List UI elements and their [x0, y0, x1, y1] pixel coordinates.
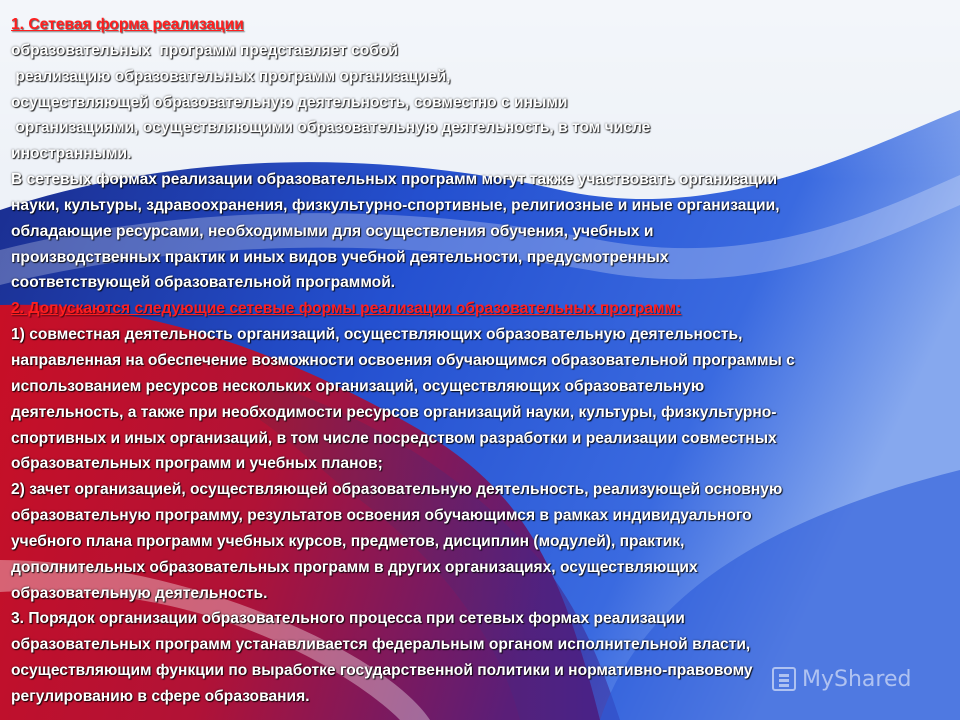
list-item-credit [11, 477, 951, 606]
text-line: дополнительных образовательных программ в других организациях, осуществляющих [11, 558, 698, 576]
text-line: осуществляющим функции по выработке государственной политики и нормативно-правовому [11, 662, 753, 680]
text-line: осуществляющей образовательную деятельность, совместно с иными [11, 93, 568, 111]
myshared-watermark [772, 664, 911, 694]
slide-text [11, 12, 951, 710]
paragraph-definition [11, 38, 951, 167]
text-line: спортивных и иных организаций, в том числе посредством разработки и реализации совместных [11, 429, 777, 447]
list-item-joint-activity [11, 322, 951, 477]
text-line: 1) совместная деятельность организаций, осуществляющих образовательную деятельность, [11, 326, 743, 344]
paragraph-participants [11, 167, 951, 296]
text-line: науки, культуры, здравоохранения, физкультурно-спортивные, религиозные и иные организации, [11, 196, 780, 214]
text-line: 2) зачет организацией, осуществляющей образовательную деятельность, реализующей основную [11, 481, 783, 499]
text-line: образовательную деятельность. [11, 584, 268, 602]
text-line: иностранными. [11, 145, 132, 163]
list-item-procedure [11, 606, 951, 709]
text-line: использованием ресурсов нескольких организаций, осуществляющих образовательную [11, 377, 705, 395]
text-line: деятельность, а также при необходимости ресурсов организаций науки, культуры, физкультурно- [11, 403, 777, 421]
text-line: производственных практик и иных видов учебной деятельности, предусмотренных [11, 248, 669, 266]
text-line: 3. Порядок организации образовательного процесса при сетевых формах реализации [11, 610, 685, 628]
presentation-icon [772, 667, 796, 691]
text-line: направленная на обеспечение возможности освоения обучающимся образовательной программы с [11, 351, 795, 369]
watermark-text: MyShared [802, 666, 912, 692]
text-line: образовательных программ и учебных планов; [11, 455, 383, 473]
text-line: образовательных программ устанавливается федеральным органом исполнительной власти, [11, 636, 751, 654]
heading-allowed-forms: 2. Допускаются следующие сетевые формы реализации образовательных программ: [11, 300, 682, 318]
text-line: обладающие ресурсами, необходимыми для осуществления обучения, учебных и [11, 222, 654, 240]
heading-network-form: 1. Сетевая форма реализации [11, 16, 244, 33]
text-line: реализацию образовательных программ организацией, [11, 67, 451, 85]
text-line: регулированию в сфере образования. [11, 687, 310, 705]
text-line: учебного плана программ учебных курсов, предметов, дисциплин (модулей), практик, [11, 532, 685, 550]
text-line: образовательную программу, результатов освоения обучающимся в рамках индивидуального [11, 507, 752, 525]
text-line: В сетевых формах реализации образовательных программ могут также участвовать организации [11, 171, 778, 189]
text-line: соответствующей образовательной программой. [11, 274, 396, 292]
text-line: организациями, осуществляющими образовательную деятельность, в том числе [11, 119, 651, 137]
text-line: образовательных программ представляет собой [11, 41, 398, 59]
